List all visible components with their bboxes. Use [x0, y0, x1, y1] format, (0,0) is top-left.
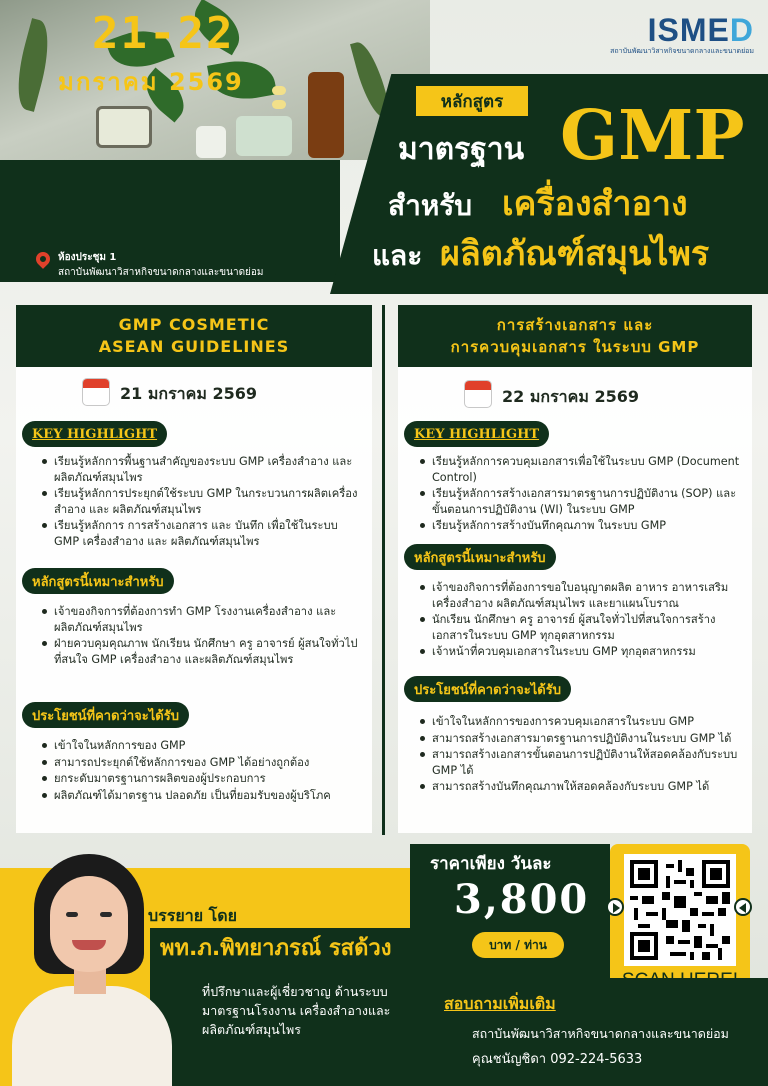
list-item: นักเรียน นักศึกษา ครู อาจารย์ ผู้สนใจทั่วไปที่สนใจการสร้างเอกสารในระบบ GMP ทุกอุตสาหกรรม	[418, 612, 746, 643]
list-item: เข้าใจในหลักการของการควบคุมเอกสารในระบบ GMP	[418, 714, 746, 730]
list-item: สามารถสร้างบันทึกคุณภาพให้สอดคล้องกับระบบ GMP ได้	[418, 779, 746, 795]
speaker-role: ที่ปรึกษาและผู้เชี่ยวชาญ ด้านระบบมาตรฐานโรงงาน เครื่องสำอางและผลิตภัณฑ์สมุนไพร	[202, 984, 391, 1037]
price-caption: ราคาเพียง วันละ	[430, 854, 552, 874]
title-and: และ	[372, 239, 423, 272]
contact-organization: สถาบันพัฒนาวิสาหกิจขนาดกลางและขนาดย่อม	[472, 1026, 729, 1041]
day1-key-highlight-label: KEY HIGHLIGHT	[22, 421, 167, 447]
list-item: ฝ่ายควบคุมคุณภาพ นักเรียน นักศึกษา ครู อาจารย์ ผู้สนใจทั่วไป ที่สนใจ GMP เครื่องสำอาง และผลิตภัณฑ์สมุนไพร	[40, 636, 364, 667]
logo-subtitle: สถาบันพัฒนาวิสาหกิจขนาดกลางและขนาดย่อม	[610, 47, 754, 55]
list-item: สามารถสร้างเอกสารขั้นตอนการปฏิบัติงานให้สอดคล้องกับระบบ GMP ได้	[418, 747, 746, 778]
speaker-name-box	[150, 928, 410, 966]
day2-key-highlight-label: KEY HIGHLIGHT	[404, 421, 549, 447]
price-amount: 3,800	[454, 876, 590, 923]
list-item: เรียนรู้หลักการควบคุมเอกสารเพื่อใช้ในระบบ GMP (Document Control)	[418, 454, 746, 485]
course-tag: หลักสูตร	[416, 86, 528, 116]
price-unit: บาท / ท่าน	[472, 932, 564, 958]
arrow-left-icon	[734, 898, 752, 916]
day2-date: 22 มกราคม 2569	[502, 387, 639, 406]
title-herbal: ผลิตภัณฑ์สมุนไพร	[440, 234, 710, 274]
list-item: เจ้าหน้าที่ควบคุมเอกสารในระบบ GMP ทุกอุตสาหกรรม	[418, 644, 746, 660]
day2-benefits-list	[418, 714, 746, 795]
day1-suitable-label: หลักสูตรนี้เหมาะสำหรับ	[22, 568, 174, 594]
list-item: เข้าใจในหลักการของ GMP	[40, 738, 368, 754]
day2-heading-line1: การสร้างเอกสาร และ	[496, 316, 654, 334]
list-item: เรียนรู้หลักการประยุกต์ใช้ระบบ GMP ในกระบวนการผลิตเครื่องสำอาง และ ผลิตภัณฑ์สมุนไพร	[40, 486, 364, 517]
list-item: ยกระดับมาตรฐานการผลิตของผู้ประกอบการ	[40, 771, 368, 787]
venue-room: ห้องประชุม 1	[58, 252, 117, 263]
calendar-icon	[464, 380, 492, 408]
day2-heading	[398, 305, 752, 367]
speaker-by-label: บรรยาย โดย	[148, 906, 238, 925]
day1-benefits-list	[40, 738, 368, 803]
day1-benefits-label: ประโยชน์ที่คาดว่าจะได้รับ	[22, 702, 189, 728]
contact-title: สอบถามเพิ่มเติม	[444, 994, 556, 1013]
arrow-right-icon	[606, 898, 624, 916]
contact-person-phone[interactable]: คุณชนัญชิดา 092-224-5633	[472, 1052, 643, 1067]
venue-name: สถาบันพัฒนาวิสาหกิจขนาดกลางและขนาดย่อม	[58, 267, 264, 278]
speaker-name: พท.ภ.พิทยาภรณ์ รสด้วง	[160, 935, 392, 961]
day1-heading-line2: ASEAN GUIDELINES	[98, 337, 290, 356]
list-item: เรียนรู้หลักการสร้างเอกสารมาตรฐานการปฏิบัติงาน (SOP) และ ขั้นตอนการปฏิบัติงาน (WI) ในระบบ GMP	[418, 486, 746, 517]
list-item: เจ้าของกิจการที่ต้องการทำ GMP โรงงานเครื่องสำอาง และ ผลิตภัณฑ์สมุนไพร	[40, 604, 364, 635]
list-item: เรียนรู้หลักการพื้นฐานสำคัญของระบบ GMP เครื่องสำอาง และ ผลิตภัณฑ์สมุนไพร	[40, 454, 364, 485]
day1-key-highlights	[40, 454, 364, 549]
column-divider	[382, 305, 385, 835]
title-for: สำหรับ	[388, 189, 473, 222]
list-item: สามารถสร้างเอกสารมาตรฐานการปฏิบัติงานในระบบ GMP ได้	[418, 731, 746, 747]
qr-code[interactable]	[624, 854, 736, 966]
event-month-year: มกราคม 2569	[58, 68, 244, 96]
list-item: สามารถประยุกต์ใช้หลักการของ GMP ได้อย่างถูกต้อง	[40, 755, 368, 771]
list-item: ผลิตภัณฑ์ได้มาตรฐาน ปลอดภัย เป็นที่ยอมรับของผู้บริโภค	[40, 788, 368, 804]
title-standard: มาตรฐาน	[398, 132, 525, 167]
speaker-photo	[6, 846, 178, 1086]
title-cosmetic: เครื่องสำอาง	[502, 184, 688, 224]
event-date-range: 21-22	[92, 8, 235, 59]
title-gmp: GMP	[560, 96, 745, 176]
day1-heading-line1: GMP COSMETIC	[118, 315, 270, 334]
day2-key-highlights	[418, 454, 746, 534]
day1-heading	[16, 305, 372, 367]
day1-date: 21 มกราคม 2569	[120, 384, 257, 403]
day2-heading-line2: การควบคุมเอกสาร ในระบบ GMP	[450, 338, 700, 356]
day2-benefits-label: ประโยชน์ที่คาดว่าจะได้รับ	[404, 676, 571, 702]
day2-suitable-list	[418, 580, 746, 660]
list-item: เรียนรู้หลักการสร้างบันทึกคุณภาพ ในระบบ GMP	[418, 518, 746, 534]
day2-suitable-label: หลักสูตรนี้เหมาะสำหรับ	[404, 544, 556, 570]
date-panel	[0, 160, 340, 282]
day1-suitable-list	[40, 604, 364, 667]
list-item: เรียนรู้หลักการ การสร้างเอกสาร และ บันทึก เพื่อใช้ในระบบ GMP เครื่องสำอาง และ ผลิตภัณฑ์สมุนไพร	[40, 518, 364, 549]
calendar-icon	[82, 378, 110, 406]
list-item: เจ้าของกิจการที่ต้องการขอใบอนุญาตผลิต อาหาร อาหารเสริม เครื่องสำอาง ผลิตภัณฑ์สมุนไพร และยาแผนโบราณ	[418, 580, 746, 611]
ismed-logo: ISMED สถาบันพัฒนาวิสาหกิจขนาดกลางและขนาดย่อม	[610, 12, 754, 55]
